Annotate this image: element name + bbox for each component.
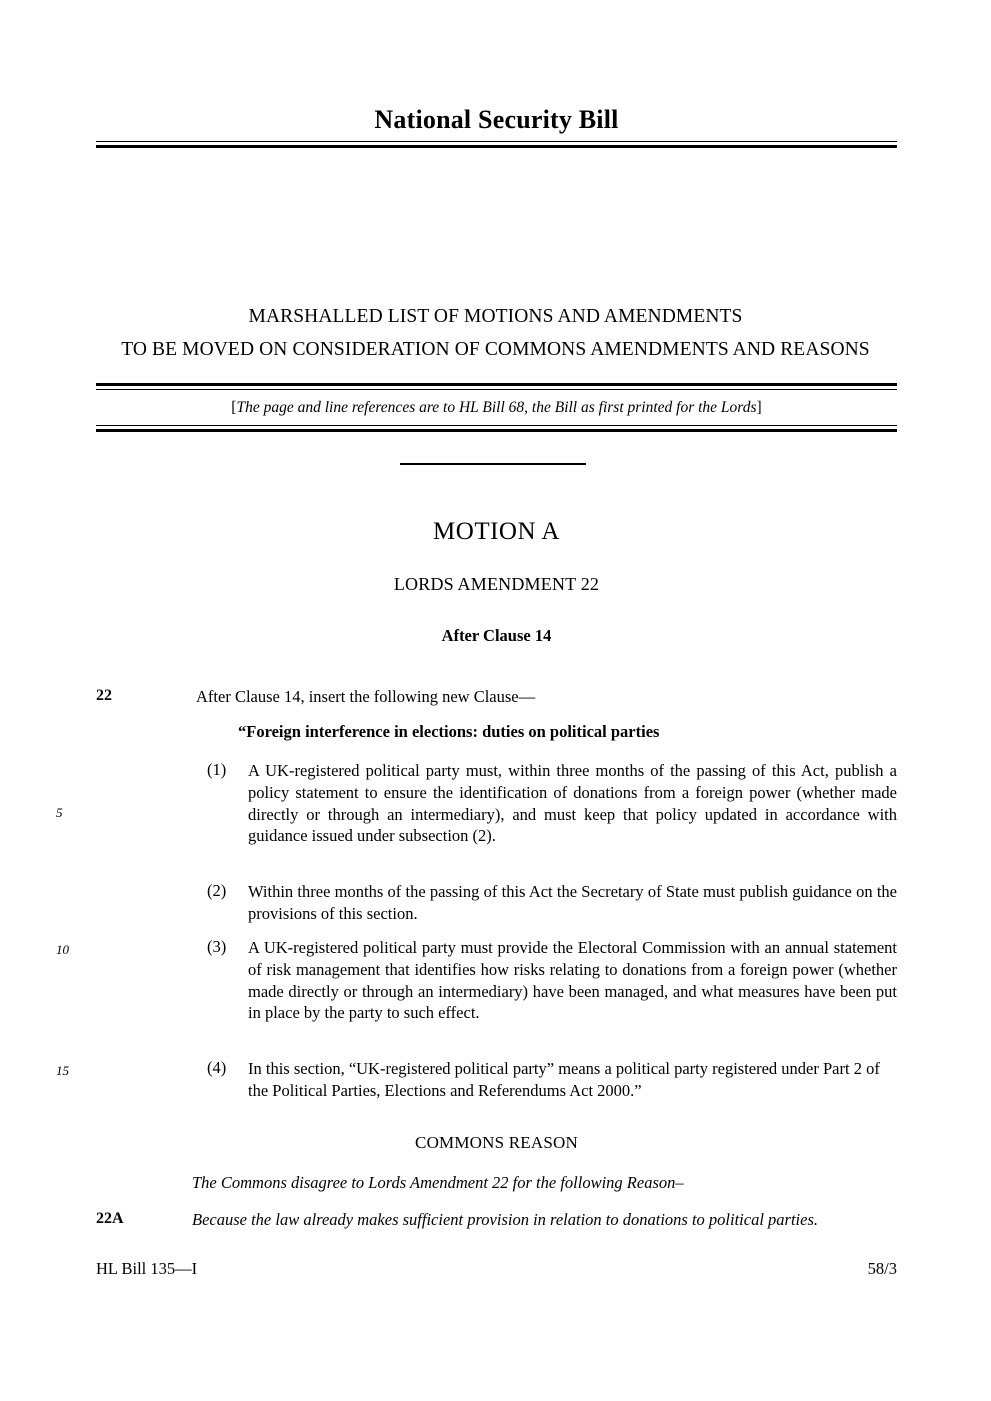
subsection-text: Within three months of the passing of this Act the Secretary of State must publish guidance on the provisions of this section.: [248, 882, 897, 923]
line-number-15: 15: [56, 1063, 69, 1078]
rule-thin-line: [96, 389, 897, 390]
line-number-5: 5: [56, 805, 63, 820]
note-rule-bottom: [96, 425, 897, 432]
subsection-2: [207, 881, 897, 925]
line-number-10: 10: [56, 942, 69, 957]
note-rule-top: [96, 383, 897, 390]
subtitle-line-2: TO BE MOVED ON CONSIDERATION OF COMMONS AMENDMENTS AND REASONS: [121, 339, 870, 360]
subsection-number: (1): [207, 760, 227, 779]
bracket-close: ]: [756, 399, 762, 416]
page-title: National Security Bill: [374, 105, 619, 134]
footer-bill-reference: HL Bill 135—I: [96, 1259, 198, 1278]
amendment-lead-in: After Clause 14, insert the following new Clause—: [196, 687, 536, 706]
clause-position-heading: After Clause 14: [441, 626, 552, 645]
reason-text: Because the law already makes sufficient provision in relation to donations to political parties.: [192, 1210, 819, 1229]
footer-page-number: 58/3: [867, 1259, 897, 1278]
bracket-open: [: [231, 399, 237, 416]
commons-disagree-text: The Commons disagree to Lords Amendment 22 for the following Reason–: [192, 1173, 684, 1192]
subsection-1: [207, 760, 897, 847]
reference-note: [96, 399, 897, 417]
subsection-text: A UK-registered political party must, within three months of the passing of this Act, publish a policy statement to ensure the identification of donations from a foreign power (whether made directly or through an intermediary), and must keep that policy updated in accordance with guidance issued under subsection (2).: [248, 761, 897, 846]
subsection-3: [207, 937, 897, 1024]
subsection-number: (3): [207, 937, 227, 956]
lords-amendment-label: LORDS AMENDMENT 22: [393, 574, 600, 594]
subsection-text: In this section, “UK-registered political party” means a political party registered under Part 2 of the Political Parties, Elections and Referendums Act 2000.”: [248, 1059, 880, 1100]
new-clause-title: “Foreign interference in elections: duties on political parties: [238, 722, 660, 741]
subsection-number: (4): [207, 1058, 227, 1077]
subsection-text: A UK-registered political party must provide the Electoral Commission with an annual statement of risk management that identifies how risks relating to donations from a foreign power (whether made directly or through an intermediary) have been managed, and what measures have been put in place by the party to such effect.: [248, 938, 897, 1023]
subsection-number: (2): [207, 881, 227, 900]
rule-thick-line: [96, 429, 897, 432]
rule-thick-line: [96, 145, 897, 148]
motion-heading: MOTION A: [433, 518, 560, 545]
reason-number: 22A: [96, 1210, 124, 1227]
amendment-number: 22: [96, 687, 112, 704]
subsection-4: [207, 1058, 897, 1102]
reference-note-text: The page and line references are to HL Bill 68, the Bill as first printed for the Lords: [236, 399, 757, 416]
title-rule: [96, 141, 897, 148]
subtitle-line-1: MARSHALLED LIST OF MOTIONS AND AMENDMENTS: [248, 306, 743, 327]
section-divider-rule: [400, 463, 586, 465]
commons-reason-heading: COMMONS REASON: [415, 1133, 578, 1152]
